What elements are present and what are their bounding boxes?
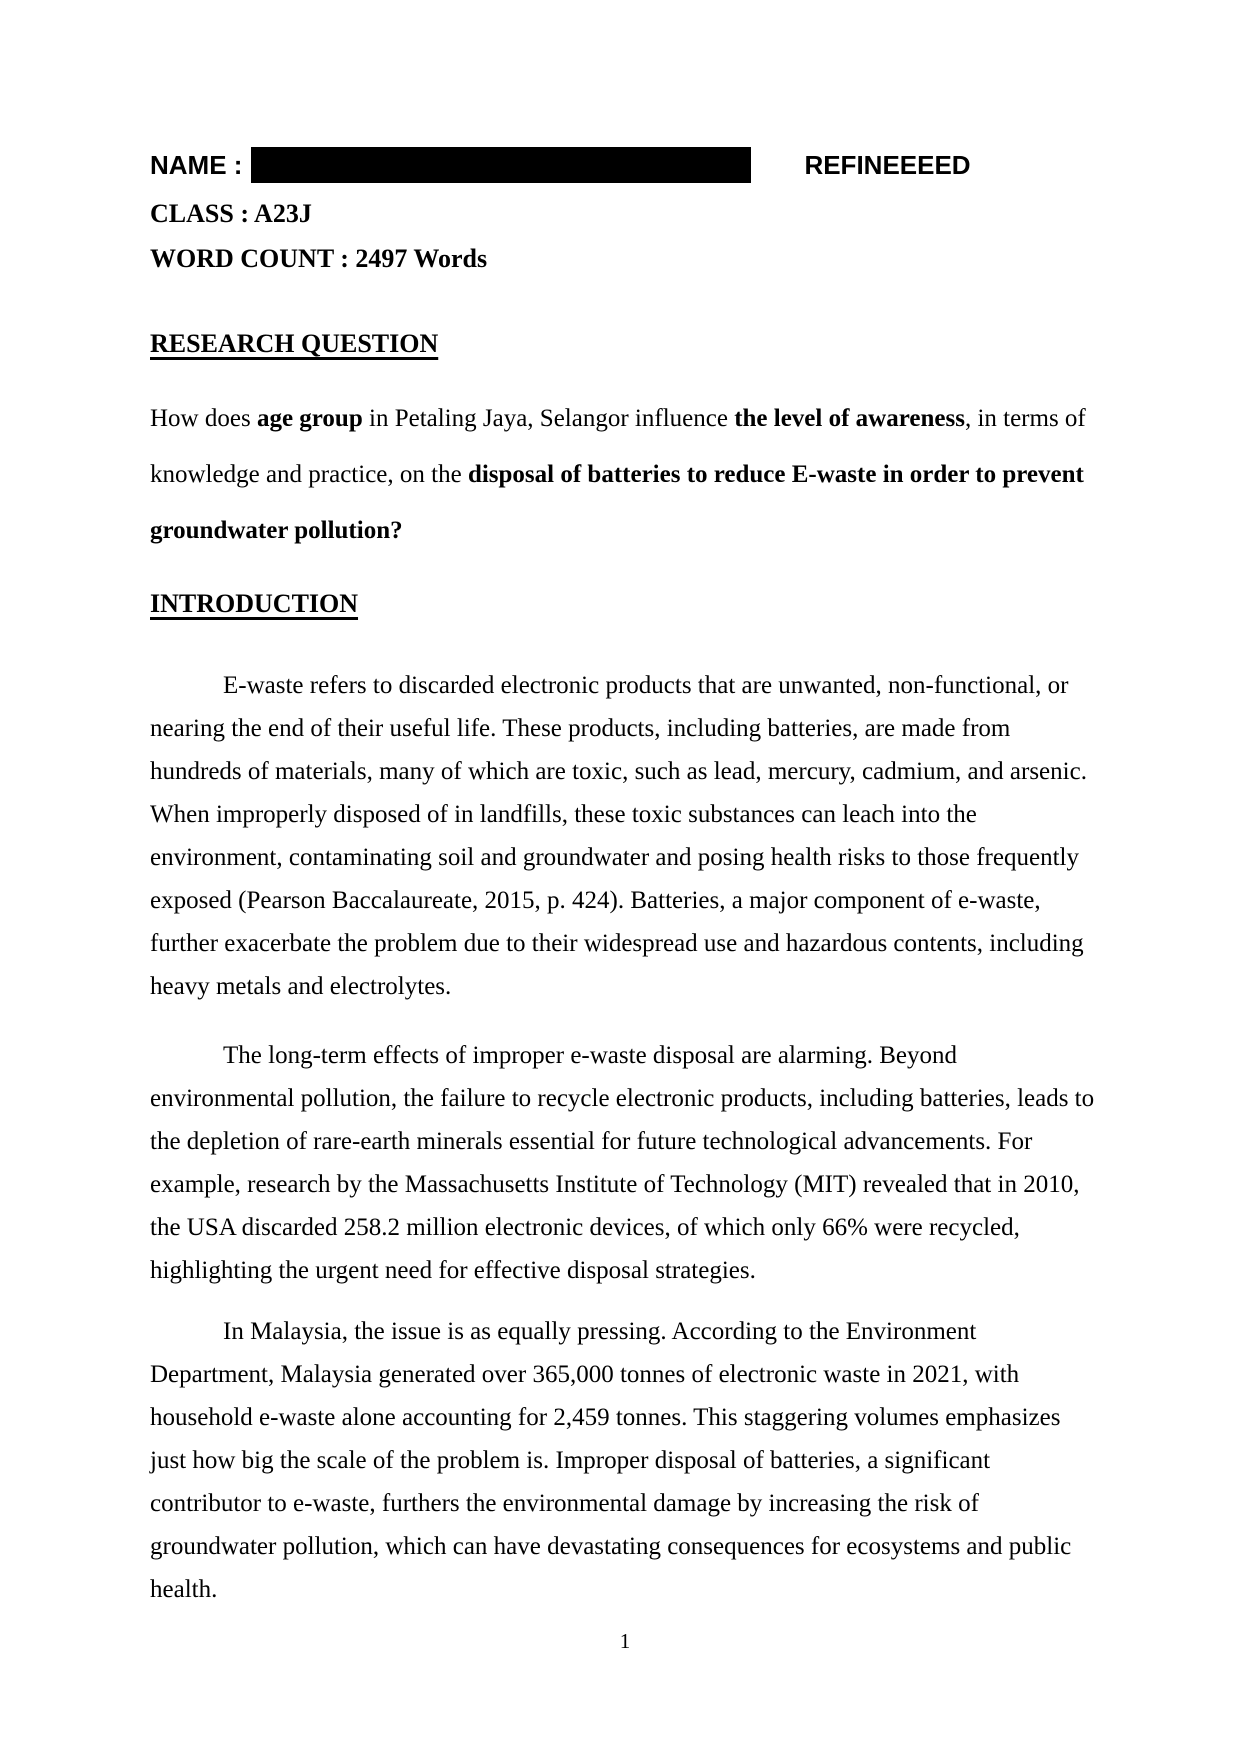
rq-segment-bold: the level of awareness — [734, 405, 965, 432]
intro-paragraph-2: The long-term effects of improper e-waste disposal are alarming. Beyond environmental pollution, the failure to recycle electronic products, including batteries, leads to the depletion of rare-earth minerals essential for future technological advancements. For example, research by the Massachusetts Institute of Technology (MIT) revealed that in 2010, the USA discarded 258.2 million electronic devices, of which only 66% were recycled, highlighting the urgent need for effective disposal strategies. — [150, 1042, 1095, 1284]
header-row — [150, 145, 1100, 185]
name-redaction-bar — [251, 147, 751, 183]
rq-segment: in Petaling Jaya, Selangor influence — [362, 405, 735, 432]
rq-segment-bold: disposal of batteries to reduce E-waste in order to prevent groundwater pollution? — [150, 461, 1084, 544]
rq-segment: How does — [150, 405, 257, 432]
introduction-heading: INTRODUCTION — [150, 589, 359, 618]
name-label: NAME : — [150, 150, 243, 180]
watermark-text: REFINEEEED — [804, 150, 971, 180]
page-content — [0, 145, 1240, 1611]
page-number: 1 — [619, 1629, 631, 1653]
research-question-text — [150, 391, 1100, 559]
word-count-line: WORD COUNT : 2497 Words — [150, 244, 488, 273]
rq-segment-bold: age group — [256, 405, 363, 432]
class-line: CLASS : A23J — [150, 199, 312, 228]
intro-paragraph-3: In Malaysia, the issue is as equally pressing. According to the Environment Department, Malaysia generated over 365,000 tonnes of electronic waste in 2021, with household e-waste alone accounting for 2,459 tonnes. This staggering volumes emphasizes just how big the scale of the problem is. Improper disposal of batteries, a significant contributor to e-waste, furthers the environmental damage by increasing the risk of groundwater pollution, which can have devastating consequences for ecosystems and public health. — [150, 1318, 1072, 1603]
research-question-heading: RESEARCH QUESTION — [150, 329, 439, 358]
rq-segment: , in terms of knowledge and practice, on the — [150, 405, 1086, 488]
intro-paragraph-1: E-waste refers to discarded electronic products that are unwanted, non-functional, or nearing the end of their useful life. These products, including batteries, are made from hundreds of materials, many of which are toxic, such as lead, mercury, cadmium, and arsenic. When improperly disposed of in landfills, these toxic substances can leach into the environment, contaminating soil and groundwater and posing health risks to those frequently exposed (Pearson Baccalaureate, 2015, p. 424). Batteries, a major component of e-waste, further exacerbate the problem due to their widespread use and hazardous contents, including heavy metals and electrolytes. — [150, 672, 1087, 1000]
